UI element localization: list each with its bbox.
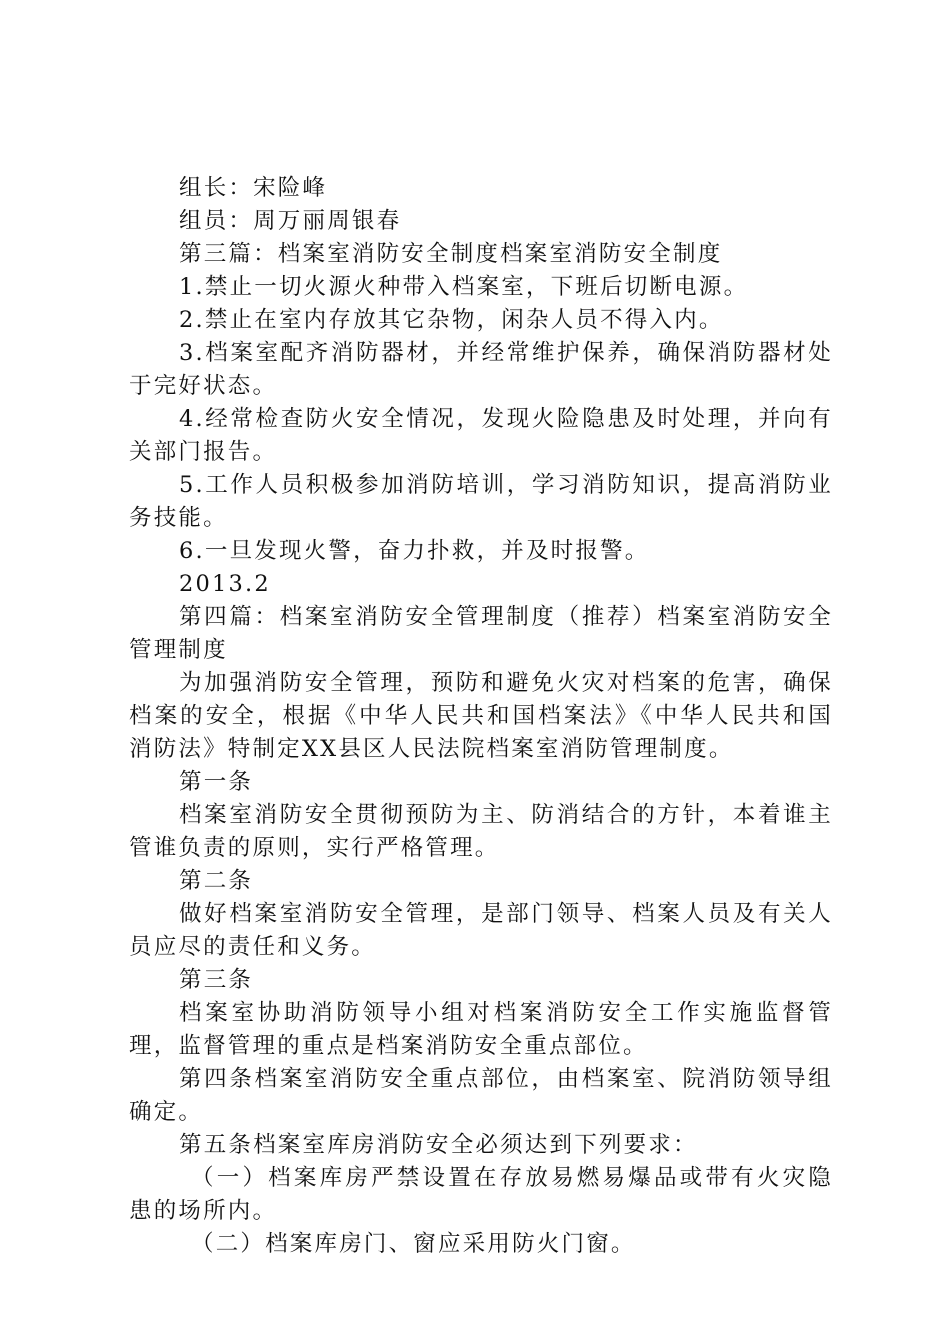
paragraph-rule-1: 1.禁止一切火源火种带入档案室，下班后切断电源。 [179, 274, 749, 300]
paragraph-intro: 为加强消防安全管理，预防和避免火灾对档案的危害，确保档案的安全，根据《中华人民共和国档案法》《中华人民共和国消防法》特制定XX县区人民法院档案室消防管理制度。 [129, 670, 833, 762]
paragraph-article-4: 第四条档案室消防安全重点部位，由档案室、院消防领导组确定。 [129, 1066, 833, 1125]
paragraph-rule-2: 2.禁止在室内存放其它杂物，闲杂人员不得入内。 [179, 307, 724, 333]
paragraph-rule-4: 4.经常检查防火安全情况，发现火险隐患及时处理，并向有关部门报告。 [129, 406, 833, 465]
paragraph-article-1-heading: 第一条 [179, 769, 254, 795]
paragraph-section-three-title: 第三篇：档案室消防安全制度档案室消防安全制度 [179, 241, 723, 267]
paragraph-article-1-body: 档案室消防安全贯彻预防为主、防消结合的方针，本着谁主管谁负责的原则，实行严格管理。 [129, 802, 833, 861]
paragraph-date: 2013.2 [179, 571, 271, 597]
paragraph-article-2-body: 做好档案室消防安全管理，是部门领导、档案人员及有关人员应尽的责任和义务。 [129, 901, 833, 960]
paragraph-rule-3: 3.档案室配齐消防器材，并经常维护保养，确保消防器材处于完好状态。 [129, 340, 833, 399]
paragraph-article-5-item-2: （二）档案库房门、窗应采用防火门窗。 [191, 1231, 636, 1257]
paragraph-rule-6: 6.一旦发现火警，奋力扑救，并及时报警。 [179, 538, 650, 564]
paragraph-article-5-item-1: （一）档案库房严禁设置在存放易燃易爆品或带有火灾隐患的场所内。 [129, 1165, 833, 1224]
paragraph-article-3-heading: 第三条 [179, 967, 254, 993]
document-body [129, 172, 833, 1261]
paragraph-rule-5: 5.工作人员积极参加消防培训，学习消防知识，提高消防业务技能。 [129, 472, 833, 531]
paragraph-section-four-title: 第四篇：档案室消防安全管理制度（推荐）档案室消防安全管理制度 [129, 604, 833, 663]
paragraph-article-2-heading: 第二条 [179, 868, 254, 894]
paragraph-article-5: 第五条档案室库房消防安全必须达到下列要求： [179, 1132, 698, 1158]
paragraph-article-3-body: 档案室协助消防领导小组对档案消防安全工作实施监督管理，监督管理的重点是档案消防安全重点部位。 [129, 1000, 833, 1059]
paragraph-team-members: 组员：周万丽周银春 [179, 208, 402, 234]
paragraph-team-leader: 组长：宋险峰 [179, 175, 328, 201]
